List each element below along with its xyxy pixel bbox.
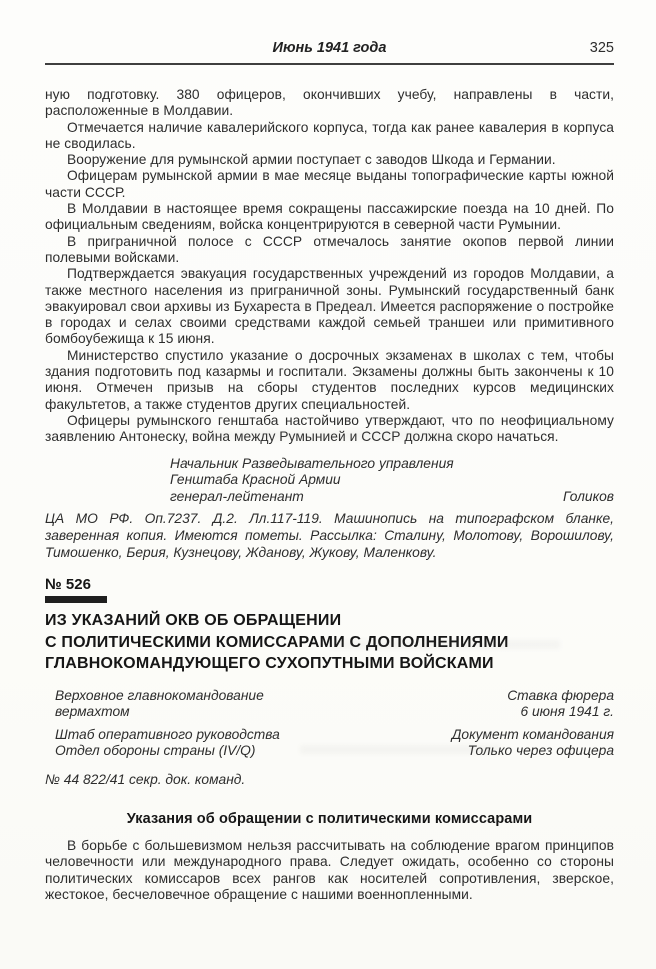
paragraph: В Молдавии в настоящее время сокращены пассажирские поезда на 10 дней. По официальным сведениям, войска концентрируются в северной части Румынии. — [45, 201, 614, 233]
paragraph: Отмечается наличие кавалерийского корпуса, тогда как ранее кавалерия в корпуса не сводилась. — [45, 119, 614, 151]
letterhead-left: Штаб оперативного руководства — [55, 726, 280, 742]
running-header — [45, 40, 614, 58]
signature-rank-row — [170, 489, 614, 506]
paragraph: В приграничной полосе с СССР отмечалось занятие окопов первой линии полевыми войсками. — [45, 233, 614, 265]
scan-ghosting-artifact — [240, 300, 490, 310]
document-title-line: С ПОЛИТИЧЕСКИМИ КОМИССАРАМИ С ДОПОЛНЕНИЯМИ — [45, 633, 509, 651]
letterhead-row — [45, 688, 614, 705]
letterhead-right: Ставка фюрера — [507, 687, 614, 703]
paragraph: В борьбе с большевизмом нельзя рассчитывать на соблюдение врагом принципов человечности или международного права. Следует ожидать, особенно со стороны политических комиссаров всех рангов как носителей сопротивления, зверское, жестокое, бесчеловечное обращение с нашими военнопленными. — [45, 837, 614, 902]
header-rule — [45, 63, 614, 65]
paragraph: Министерство спустило указание о досрочных экзаменах в школах с тем, чтобы здания подготовить под казармы и госпитали. Экзамены должны быть закончены к 10 июня. Отмечен призыв на сборы студентов последних курсов медицинских факультетов, а также студентов других специальностей. — [45, 347, 614, 412]
paragraph: Вооружение для румынской армии поступает с заводов Шкода и Германии. — [67, 152, 556, 168]
document-title-line: ИЗ УКАЗАНИЙ ОКВ ОБ ОБРАЩЕНИИ — [45, 612, 342, 630]
scan-ghosting-artifact — [330, 640, 560, 649]
paragraph: Подтверждается эвакуация государственных учреждений из городов Молдавии, а также местного населения из приграничной зоны. Румынский государственный банк эвакуировал свои архивы из Бухареста в Предеал. Имеется распоряжение о постройке в городах и селах своими средствами каждой семьей траншеи или примитивного бомбоубежища к 15 июня. — [45, 266, 614, 347]
letterhead-row — [45, 704, 614, 721]
letterhead-right: Только через офицера — [467, 743, 614, 759]
document-ref-number: № 44 822/41 секр. док. команд. — [45, 771, 246, 787]
paragraph: Офицеры румынского генштаба настойчиво утверждают, что по неофициальному заявлению Антонеску, война между Румынией и СССР должна скоро начаться. — [45, 412, 614, 445]
letterhead-left: вермахтом — [55, 704, 130, 720]
letterhead-row — [45, 727, 614, 744]
scan-ghosting-artifact — [300, 745, 500, 754]
signature-rank: генерал-лейтенант — [170, 488, 304, 504]
section-heading: Указания об обращении с политическими комиссарами — [126, 810, 533, 827]
letterhead-right: 6 июня 1941 г. — [520, 704, 614, 720]
signature-title-line: Генштаба Красной Армии — [170, 472, 341, 488]
running-header-title: Июнь 1941 года — [272, 40, 387, 56]
document-number-bar — [45, 596, 107, 603]
document-number: № 526 — [45, 576, 91, 594]
letterhead-left: Отдел обороны страны (IV/Q) — [55, 743, 256, 759]
document-526 — [45, 576, 614, 903]
signature-block — [170, 456, 614, 506]
letterhead-left: Верховное главнокомандование — [55, 687, 264, 703]
paragraph: ную подготовку. 380 офицеров, окончивших учебу, направлены в части, расположенные в Молдавии. — [45, 87, 614, 119]
page-number: 325 — [589, 40, 614, 56]
document-525-continuation — [45, 87, 614, 446]
scan-ghosting-artifact — [200, 430, 500, 440]
signature-name: Голиков — [563, 488, 614, 504]
paragraph: Офицерам румынской армии в мае месяце выданы топографические карты южной части СССР. — [45, 168, 614, 200]
signature-title-line: Начальник Разведывательного управления — [170, 455, 454, 471]
document-526-body — [45, 838, 614, 903]
archival-note: ЦА МО РФ. Оп.7237. Д.2. Лл.117-119. Машинопись на типографском бланке, заверенная копия. Имеются пометы. Рассылка: Сталину, Молотову, Ворошилову, Тимошенко, Берия, Кузнецову, Жданову, Жукову, Маленкову. — [45, 511, 614, 560]
letterhead-right: Документ командования — [451, 726, 614, 742]
document-title-line: ГЛАВНОКОМАНДУЮЩЕГО СУХОПУТНЫМИ ВОЙСКАМИ — [45, 655, 494, 673]
